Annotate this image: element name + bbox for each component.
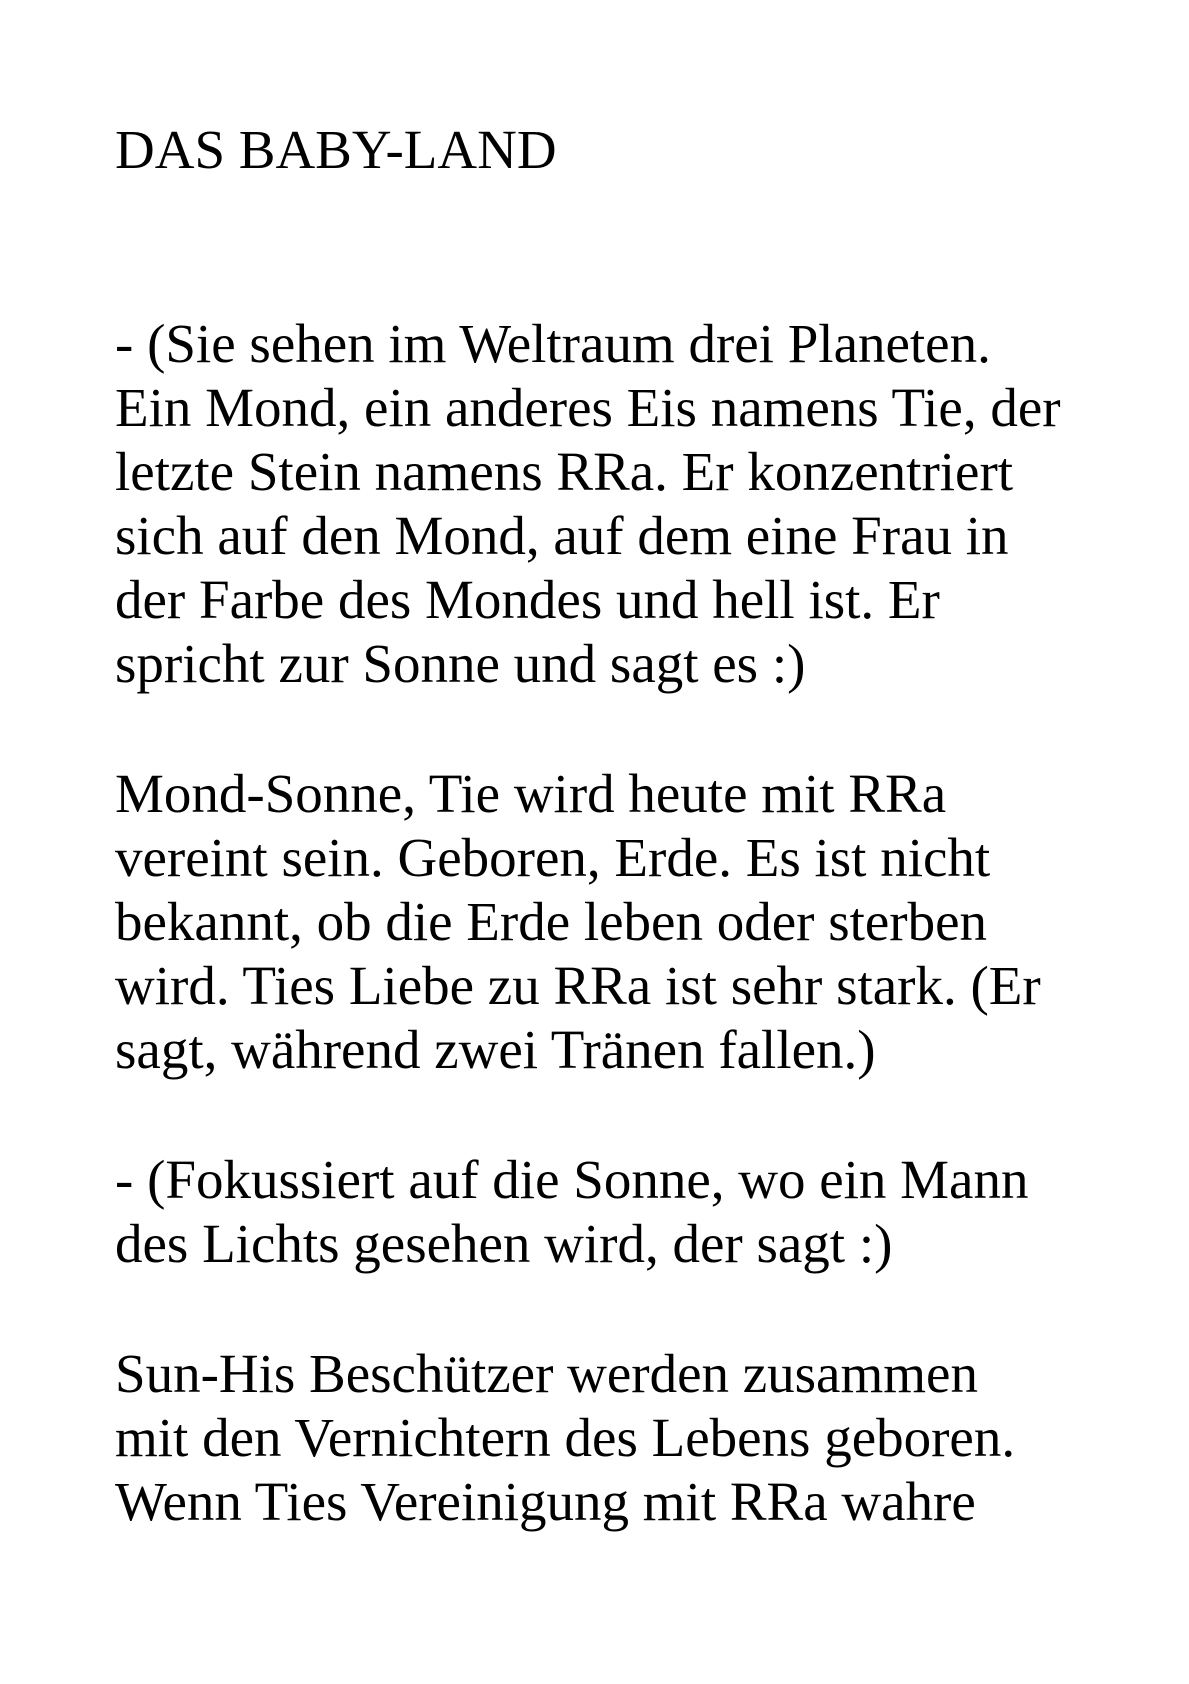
paragraph-scene-intro bbox=[115, 312, 1115, 696]
text-line: Mond-Sonne, Tie wird heute mit RRa bbox=[115, 763, 947, 824]
text-line: Ein Mond, ein anderes Eis namens Tie, der bbox=[115, 377, 1061, 438]
paragraph-sun-speech bbox=[115, 1342, 1115, 1534]
text-line: letzte Stein namens RRa. Er konzentriert bbox=[115, 441, 1014, 502]
document-body bbox=[115, 312, 1115, 1600]
text-line: sich auf den Mond, auf dem eine Frau in bbox=[115, 505, 1009, 566]
text-line: - (Fokussiert auf die Sonne, wo ein Mann bbox=[115, 1149, 1029, 1210]
paragraph-moon-speech bbox=[115, 762, 1115, 1082]
document-title: DAS BABY-LAND bbox=[115, 119, 557, 180]
text-line: des Lichts gesehen wird, der sagt :) bbox=[115, 1213, 893, 1274]
text-line: - (Sie sehen im Weltraum drei Planeten. bbox=[115, 313, 991, 374]
text-line: vereint sein. Geboren, Erde. Es ist nicht bbox=[115, 827, 991, 888]
text-line: Sun-His Beschützer werden zusammen bbox=[115, 1343, 978, 1404]
text-line: mit den Vernichtern des Lebens geboren. bbox=[115, 1407, 1016, 1468]
text-line: spricht zur Sonne und sagt es :) bbox=[115, 633, 806, 694]
text-line: Wenn Ties Vereinigung mit RRa wahre bbox=[115, 1471, 976, 1532]
text-line: wird. Ties Liebe zu RRa ist sehr stark. (Er bbox=[115, 955, 1041, 1016]
text-line: bekannt, ob die Erde leben oder sterben bbox=[115, 891, 988, 952]
text-line: der Farbe des Mondes und hell ist. Er bbox=[115, 569, 940, 630]
text-line: sagt, während zwei Tränen fallen.) bbox=[115, 1019, 876, 1080]
paragraph-sun-focus bbox=[115, 1148, 1115, 1276]
